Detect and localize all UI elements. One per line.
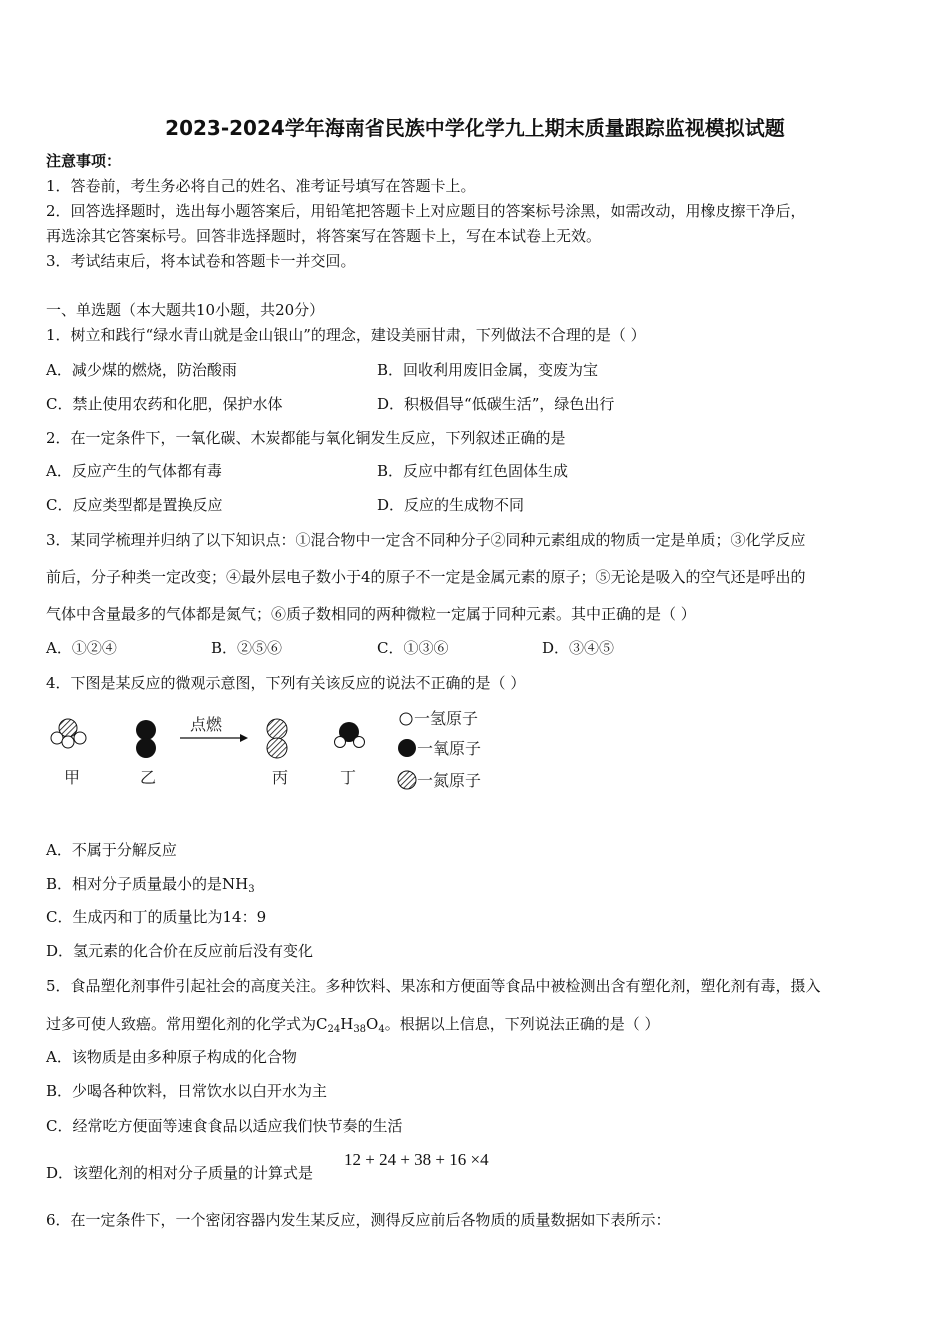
q5-option-a: A．该物质是由多种原子构成的化合物 bbox=[46, 1048, 297, 1066]
question-3-stem: 3．某同学梳理并归纳了以下知识点：①混合物中一定含不同种分子②同种元素组成的物质一定是单质；③化学反应 bbox=[46, 531, 806, 549]
q3-option-c: C．①③⑥ bbox=[377, 639, 449, 657]
notice-item: 1．答卷前，考生务必将自己的姓名、准考证号填写在答题卡上。 bbox=[46, 177, 476, 195]
q4-option-a: A．不属于分解反应 bbox=[46, 841, 177, 859]
label-jia: 甲 bbox=[64, 768, 81, 787]
reaction-arrow bbox=[180, 715, 248, 742]
label-bing: 丙 bbox=[272, 768, 289, 787]
legend-nitrogen: 一氮原子 bbox=[417, 771, 482, 790]
q3-option-d: D．③④⑤ bbox=[542, 639, 615, 657]
molecule-nitrogen bbox=[267, 719, 287, 758]
notice-item: 再选涂其它答案标号。回答非选择题时，将答案写在答题卡上，写在本试卷上无效。 bbox=[46, 227, 602, 245]
q3-option-b: B．②⑤⑥ bbox=[211, 639, 283, 657]
notice-item: 3．考试结束后，将本试卷和答题卡一并交回。 bbox=[46, 252, 356, 270]
q1-option-c: C．禁止使用农药和化肥，保护水体 bbox=[46, 395, 283, 413]
q5-option-c: C．经常吃方便面等速食食品以适应我们快节奏的生活 bbox=[46, 1117, 403, 1135]
legend-oxygen: 一氧原子 bbox=[417, 739, 482, 758]
q3-option-a: A．①②④ bbox=[46, 639, 117, 657]
page-title: 2023-2024学年海南省民族中学化学九上期末质量跟踪监视模拟试题 bbox=[165, 116, 785, 140]
q5-option-d-formula: 12 + 24 + 38 + 16 ×4 bbox=[344, 1150, 489, 1169]
question-5-stem: 过多可使人致癌。常用塑化剂的化学式为$C_{24}H_{38}O_4$。根据以上信息，下列说法正确的是（ ） bbox=[46, 1015, 660, 1035]
question-1-stem: 1．树立和践行“绿水青山就是金山银山”的理念，建设美丽甘肃，下列做法不合理的是（ ） bbox=[46, 326, 646, 344]
q1-option-b: B．回收利用废旧金属，变废为宝 bbox=[377, 361, 599, 379]
question-6-stem: 6．在一定条件下，一个密闭容器内发生某反应，测得反应前后各物质的质量数据如下表所示： bbox=[46, 1211, 671, 1229]
question-3-stem: 前后，分子种类一定改变；④最外层电子数小于4的原子不一定是金属元素的原子；⑤无论是吸入的空气还是呼出的 bbox=[46, 568, 806, 586]
section-heading: 一、单选题（本大题共10小题，共20分） bbox=[46, 301, 325, 319]
q4-option-d: D．氢元素的化合价在反应前后没有变化 bbox=[46, 942, 314, 960]
reaction-condition: 点燃 bbox=[190, 715, 223, 734]
q2-option-c: C．反应类型都是置换反应 bbox=[46, 496, 223, 514]
q2-option-a: A．反应产生的气体都有毒 bbox=[46, 462, 222, 480]
question-2-stem: 2．在一定条件下，一氧化碳、木炭都能与氧化铜发生反应，下列叙述正确的是 bbox=[46, 429, 566, 447]
oxygen-atom-icon bbox=[398, 739, 416, 757]
legend-hydrogen: 一氢原子 bbox=[414, 709, 479, 728]
molecule-water bbox=[335, 722, 365, 748]
question-5-stem: 5．食品塑化剂事件引起社会的高度关注。多种饮料、果冻和方便面等食品中被检测出含有塑化剂，塑化剂有毒，摄入 bbox=[46, 977, 821, 995]
q5-option-d: D．该塑化剂的相对分子质量的计算式是 bbox=[46, 1164, 314, 1182]
notice-heading: 注意事项： bbox=[46, 152, 122, 170]
q1-option-d: D．积极倡导“低碳生活”，绿色出行 bbox=[377, 395, 615, 413]
question-4-stem: 4．下图是某反应的微观示意图，下列有关该反应的说法不正确的是（ ） bbox=[46, 674, 526, 692]
label-yi: 乙 bbox=[140, 768, 157, 787]
q5-option-b: B．少喝各种饮料，日常饮水以白开水为主 bbox=[46, 1082, 328, 1100]
label-ding: 丁 bbox=[340, 768, 357, 787]
hydrogen-atom-icon bbox=[400, 713, 412, 725]
nitrogen-atom-icon bbox=[398, 771, 416, 789]
q1-option-a: A．减少煤的燃烧，防治酸雨 bbox=[46, 361, 237, 379]
molecule-oxygen bbox=[136, 720, 156, 758]
q2-option-b: B．反应中都有红色固体生成 bbox=[377, 462, 569, 480]
diagram-legend bbox=[398, 709, 481, 790]
notice-item: 2．回答选择题时，选出每小题答案后，用铅笔把答题卡上对应题目的答案标号涂黑，如需改动，用橡皮擦干净后， bbox=[46, 202, 806, 220]
molecule-ammonia bbox=[51, 719, 86, 748]
question-3-stem: 气体中含量最多的气体都是氮气；⑥质子数相同的两种微粒一定属于同种元素。其中正确的是（ ） bbox=[46, 605, 696, 623]
q4-option-c: C．生成丙和丁的质量比为14：9 bbox=[46, 908, 267, 926]
reaction-diagram bbox=[44, 706, 504, 798]
q4-option-b: B．相对分子质量最小的是$NH_3$ bbox=[46, 875, 255, 895]
q2-option-d: D．反应的生成物不同 bbox=[377, 496, 525, 514]
